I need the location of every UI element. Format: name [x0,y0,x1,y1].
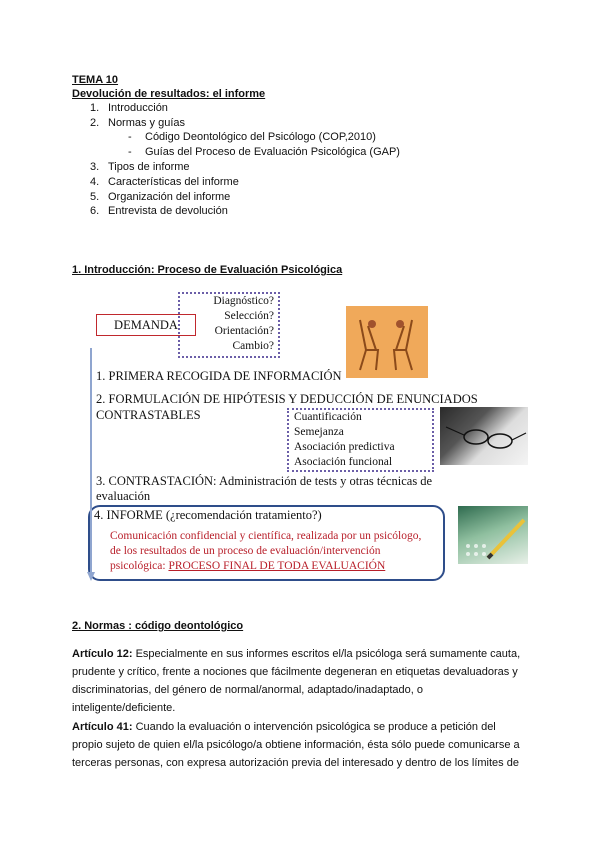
step2-label-line1: 2. FORMULACIÓN DE HIPÓTESIS Y DEDUCCIÓN DE ENUNCIADOS [96,392,478,406]
glasses-photo [440,407,528,465]
question-seleccion: Selección? [224,310,274,322]
toc-sub-item: Código Deontológico del Psicólogo (COP,2010) [145,131,376,143]
article-12-text: Especialmente en sus informes escritos el/la psicóloga será sumamente cauta, [132,648,521,660]
toc-item: Tipos de informe [108,161,190,173]
toc-number: 5. [90,191,100,203]
article-12 [72,645,532,717]
informe-final-process: PROCESO FINAL DE TODA EVALUACIÓN [168,560,386,572]
chairs-illustration [346,306,428,378]
article-41 [72,718,532,772]
process-arrow-icon [86,348,96,583]
demanda-box: DEMANDA [96,314,196,336]
article-12-line [72,645,532,663]
question-diagnostico: Diagnóstico? [213,295,274,307]
article-12-label: Artículo 12: [72,648,133,660]
toc-item: Introducción [108,102,168,114]
toc-number: 2. [90,117,100,129]
hypothesis-item: Asociación funcional [294,456,393,468]
informe-definition-part: psicológica: [110,560,166,572]
document-title: Devolución de resultados: el informe [72,88,266,100]
toc-number: 6. [90,205,100,217]
article-41-line: terceras personas, con expresa autorización previa del interesado y dentro de los límites de [72,757,519,769]
toc-item: Entrevista de devolución [108,205,228,217]
informe-definition-line: Comunicación confidencial y científica, realizada por un psicólogo, [110,530,422,542]
chairs-icon [346,306,428,378]
hypothesis-item: Semejanza [294,426,344,438]
toc-number: 3. [90,161,100,173]
article-12-line: discriminatorias, del género de normal/anormal, adaptado/inadaptado, o [72,684,423,696]
question-orientacion: Orientación? [214,325,274,337]
glasses-icon [440,407,528,465]
question-cambio: Cambio? [232,340,274,352]
article-41-text: Cuando la evaluación o intervención psicológica se produce a petición del [132,721,496,733]
pencil-icon [458,506,528,564]
step2-label-line2: CONTRASTABLES [96,408,201,422]
toc-sub-item: Guías del Proceso de Evaluación Psicológica (GAP) [145,146,400,158]
article-41-label: Artículo 41: [72,721,133,733]
informe-definition-line: de los resultados de un proceso de evaluación/intervención [110,545,381,557]
step1-label: 1. PRIMERA RECOGIDA DE INFORMACIÓN [96,369,342,383]
tema-label: TEMA 10 [72,74,119,86]
step4-label: 4. INFORME (¿recomendación tratamiento?) [94,508,322,522]
toc-item: Normas y guías [108,117,186,129]
toc-sub-dash: - [128,146,132,158]
test-sheet-photo [458,506,528,564]
hypothesis-item: Asociación predictiva [294,441,395,453]
article-12-line: prudente y crítico, frente a nociones que fácilmente degeneran en etiquetas devaluadoras y [72,666,518,678]
article-12-line: inteligente/deficiente. [72,702,176,714]
step3-label-line2: evaluación [96,489,151,503]
toc-item: Organización del informe [108,191,231,203]
informe-definition-line3 [110,559,421,574]
hypothesis-item: Cuantificación [294,411,362,423]
section1-heading: 1. Introducción: Proceso de Evaluación Psicológica [72,264,343,276]
toc-number: 4. [90,176,100,188]
article-41-line [72,718,532,736]
toc-number: 1. [90,102,100,114]
informe-definition [110,529,421,574]
article-41-line: propio sujeto de quien el/la psicólogo/a obtiene información, ésta sólo puede comunicarse a [72,739,520,751]
step3-label-line1: 3. CONTRASTACIÓN: Administración de tests y otras técnicas de [96,474,433,488]
toc-sub-dash: - [128,131,132,143]
hypotheses-list [294,410,395,470]
toc-item: Características del informe [108,176,239,188]
section2-heading: 2. Normas : código deontológico [72,620,244,632]
